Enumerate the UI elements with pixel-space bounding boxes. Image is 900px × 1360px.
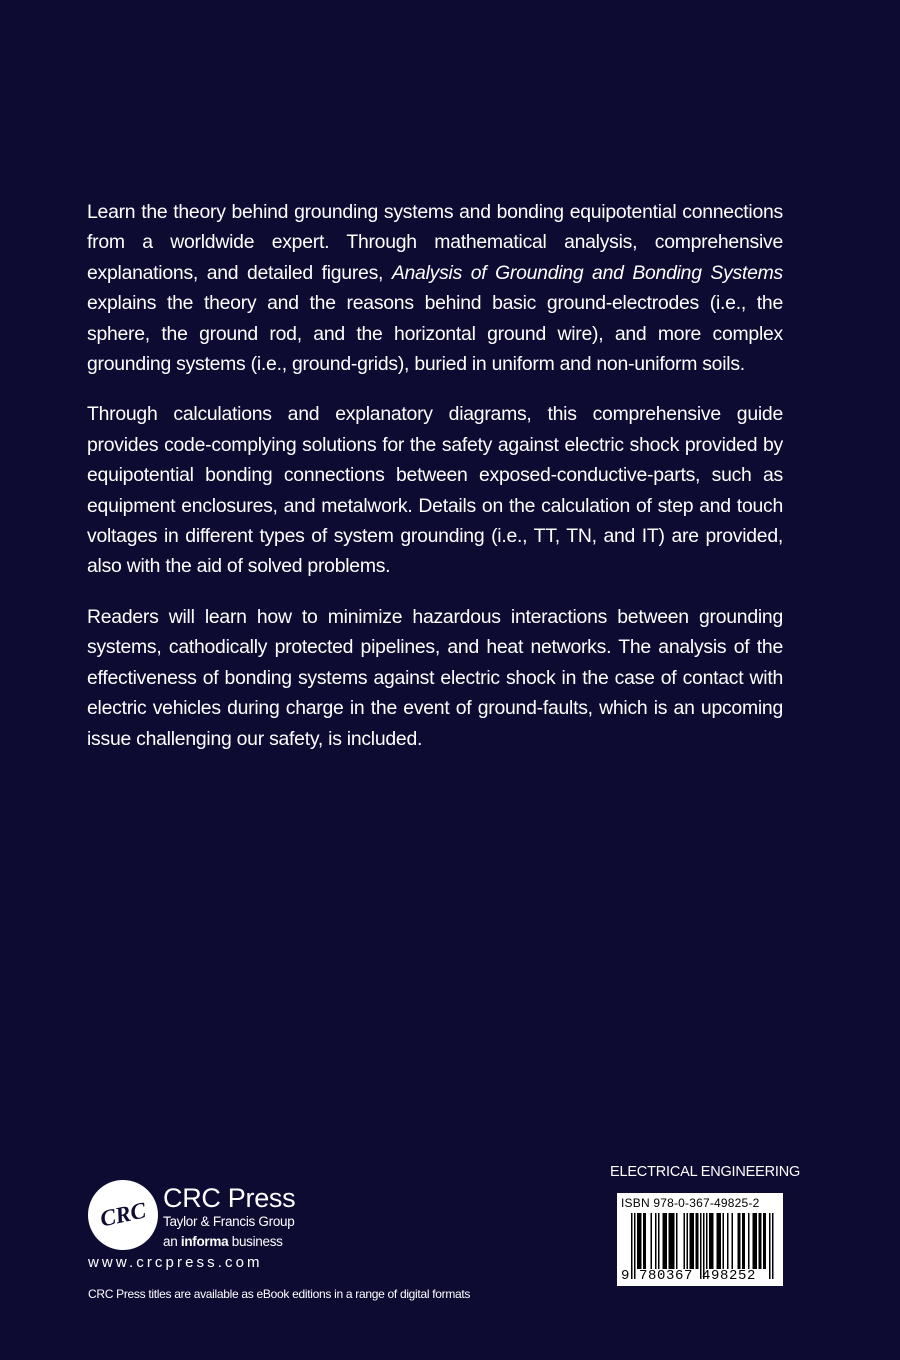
barcode-bar (723, 1213, 725, 1269)
barcode-bar (676, 1213, 678, 1269)
barcode-bar (744, 1213, 746, 1269)
book-title-italic: Analysis of Grounding and Bonding Systems (391, 261, 783, 284)
tagline-prefix: an (163, 1234, 181, 1249)
barcode-bar (640, 1213, 642, 1269)
barcode-bar (706, 1213, 708, 1269)
barcode-bar (670, 1213, 672, 1269)
barcode-bar (637, 1213, 639, 1269)
barcode-bar (666, 1213, 668, 1269)
barcode-bar (673, 1213, 675, 1269)
publisher-url[interactable]: www.crcpress.com (88, 1254, 263, 1271)
barcode-bar (720, 1213, 722, 1269)
barcode-guard-bar (772, 1213, 774, 1279)
barcode-bar (639, 1213, 641, 1269)
barcode-bar (663, 1213, 665, 1269)
crc-logo-icon (88, 1180, 158, 1250)
publisher-group: Taylor & Francis Group (163, 1214, 295, 1229)
blurb-paragraph-1 (87, 197, 783, 379)
barcode-bar (754, 1213, 756, 1269)
ebook-note: CRC Press titles are available as eBook editions in a range of digital formats (88, 1287, 471, 1301)
barcode-guard-bar (769, 1213, 771, 1279)
tagline-informa: informa (180, 1234, 229, 1249)
barcode-bar (687, 1213, 689, 1269)
subject-category: ELECTRICAL ENGINEERING (610, 1164, 801, 1180)
publisher-tagline (163, 1234, 283, 1249)
barcode-bar (763, 1213, 765, 1269)
blurb-p1-text: Learn the theory behind grounding systems and bonding equipotential connections from a worldwide expert. Through mathematical analysis, comprehensive explanations, and detailed figures, (87, 201, 783, 284)
blurb-paragraph-3: Readers will learn how to minimize hazardous interactions between grounding systems, cathodically protected pipelines, and heat networks. The analysis of the effectiveness of bonding systems against electric shock in the case of contact with electric vehicles during charge in the event of ground-faults, which is an upcoming issue challenging our safety, is included. (87, 605, 783, 750)
crc-logo-text: CRC (97, 1197, 149, 1232)
barcode-bar (697, 1213, 699, 1269)
barcode-bar (691, 1213, 693, 1269)
barcode-bar (643, 1213, 645, 1269)
barcode-bar (693, 1213, 695, 1269)
isbn-label: ISBN 978-0-367-49825-2 (621, 1196, 760, 1210)
barcode-bar (658, 1213, 660, 1269)
barcode-bar (732, 1213, 734, 1269)
barcode-bar (756, 1213, 758, 1269)
barcode-bar (684, 1213, 686, 1269)
barcode-bar (645, 1213, 647, 1269)
barcode-bar (672, 1213, 674, 1269)
barcode-bar (696, 1213, 698, 1269)
barcode-bar (712, 1213, 714, 1269)
isbn-barcode (617, 1193, 783, 1286)
publisher-block (88, 1180, 408, 1280)
barcode-bar (655, 1213, 657, 1269)
barcode-bar (759, 1213, 761, 1269)
barcode-bar (760, 1213, 762, 1269)
barcode-bar (711, 1213, 713, 1269)
barcode-bar (739, 1213, 741, 1269)
back-cover-blurb (87, 197, 783, 774)
blurb-paragraph-2: Through calculations and explanatory diagrams, this comprehensive guide provides code-complying solutions for the safety against electric shock provided by equipotential bonding connections between exposed-conductive-parts, such as equipment enclosures, and metalwork. Details on the calculation of step and touch voltages in different types of system grounding (i.e., TT, TN, and IT) are provided, also with the aid of solved problems. (87, 403, 783, 578)
barcode-bar (753, 1213, 755, 1269)
barcode-bar (651, 1213, 653, 1269)
barcode-digits: 9 780367 498252 (621, 1268, 757, 1284)
blurb-p1-text-continued: explains the theory and the reasons behind basic ground-electrodes (i.e., the sphere, the ground rod, and the horizontal ground wire), and more complex grounding systems (i.e., ground-grids), buried in uniform and non-uniform soils. (87, 292, 783, 376)
barcode-bar (690, 1213, 692, 1269)
barcode-bar (765, 1213, 767, 1269)
barcode-bar (709, 1213, 711, 1269)
barcode-bar (727, 1213, 729, 1269)
barcode-bar (718, 1213, 720, 1269)
barcode-bar (742, 1213, 744, 1269)
publisher-name: CRC Press (163, 1183, 296, 1213)
barcode-bar (738, 1213, 740, 1269)
barcode-bar (664, 1213, 666, 1269)
tagline-suffix: business (228, 1234, 283, 1249)
barcode-bar (748, 1213, 750, 1269)
barcode-bar (669, 1213, 671, 1269)
barcode-bar (717, 1213, 719, 1269)
